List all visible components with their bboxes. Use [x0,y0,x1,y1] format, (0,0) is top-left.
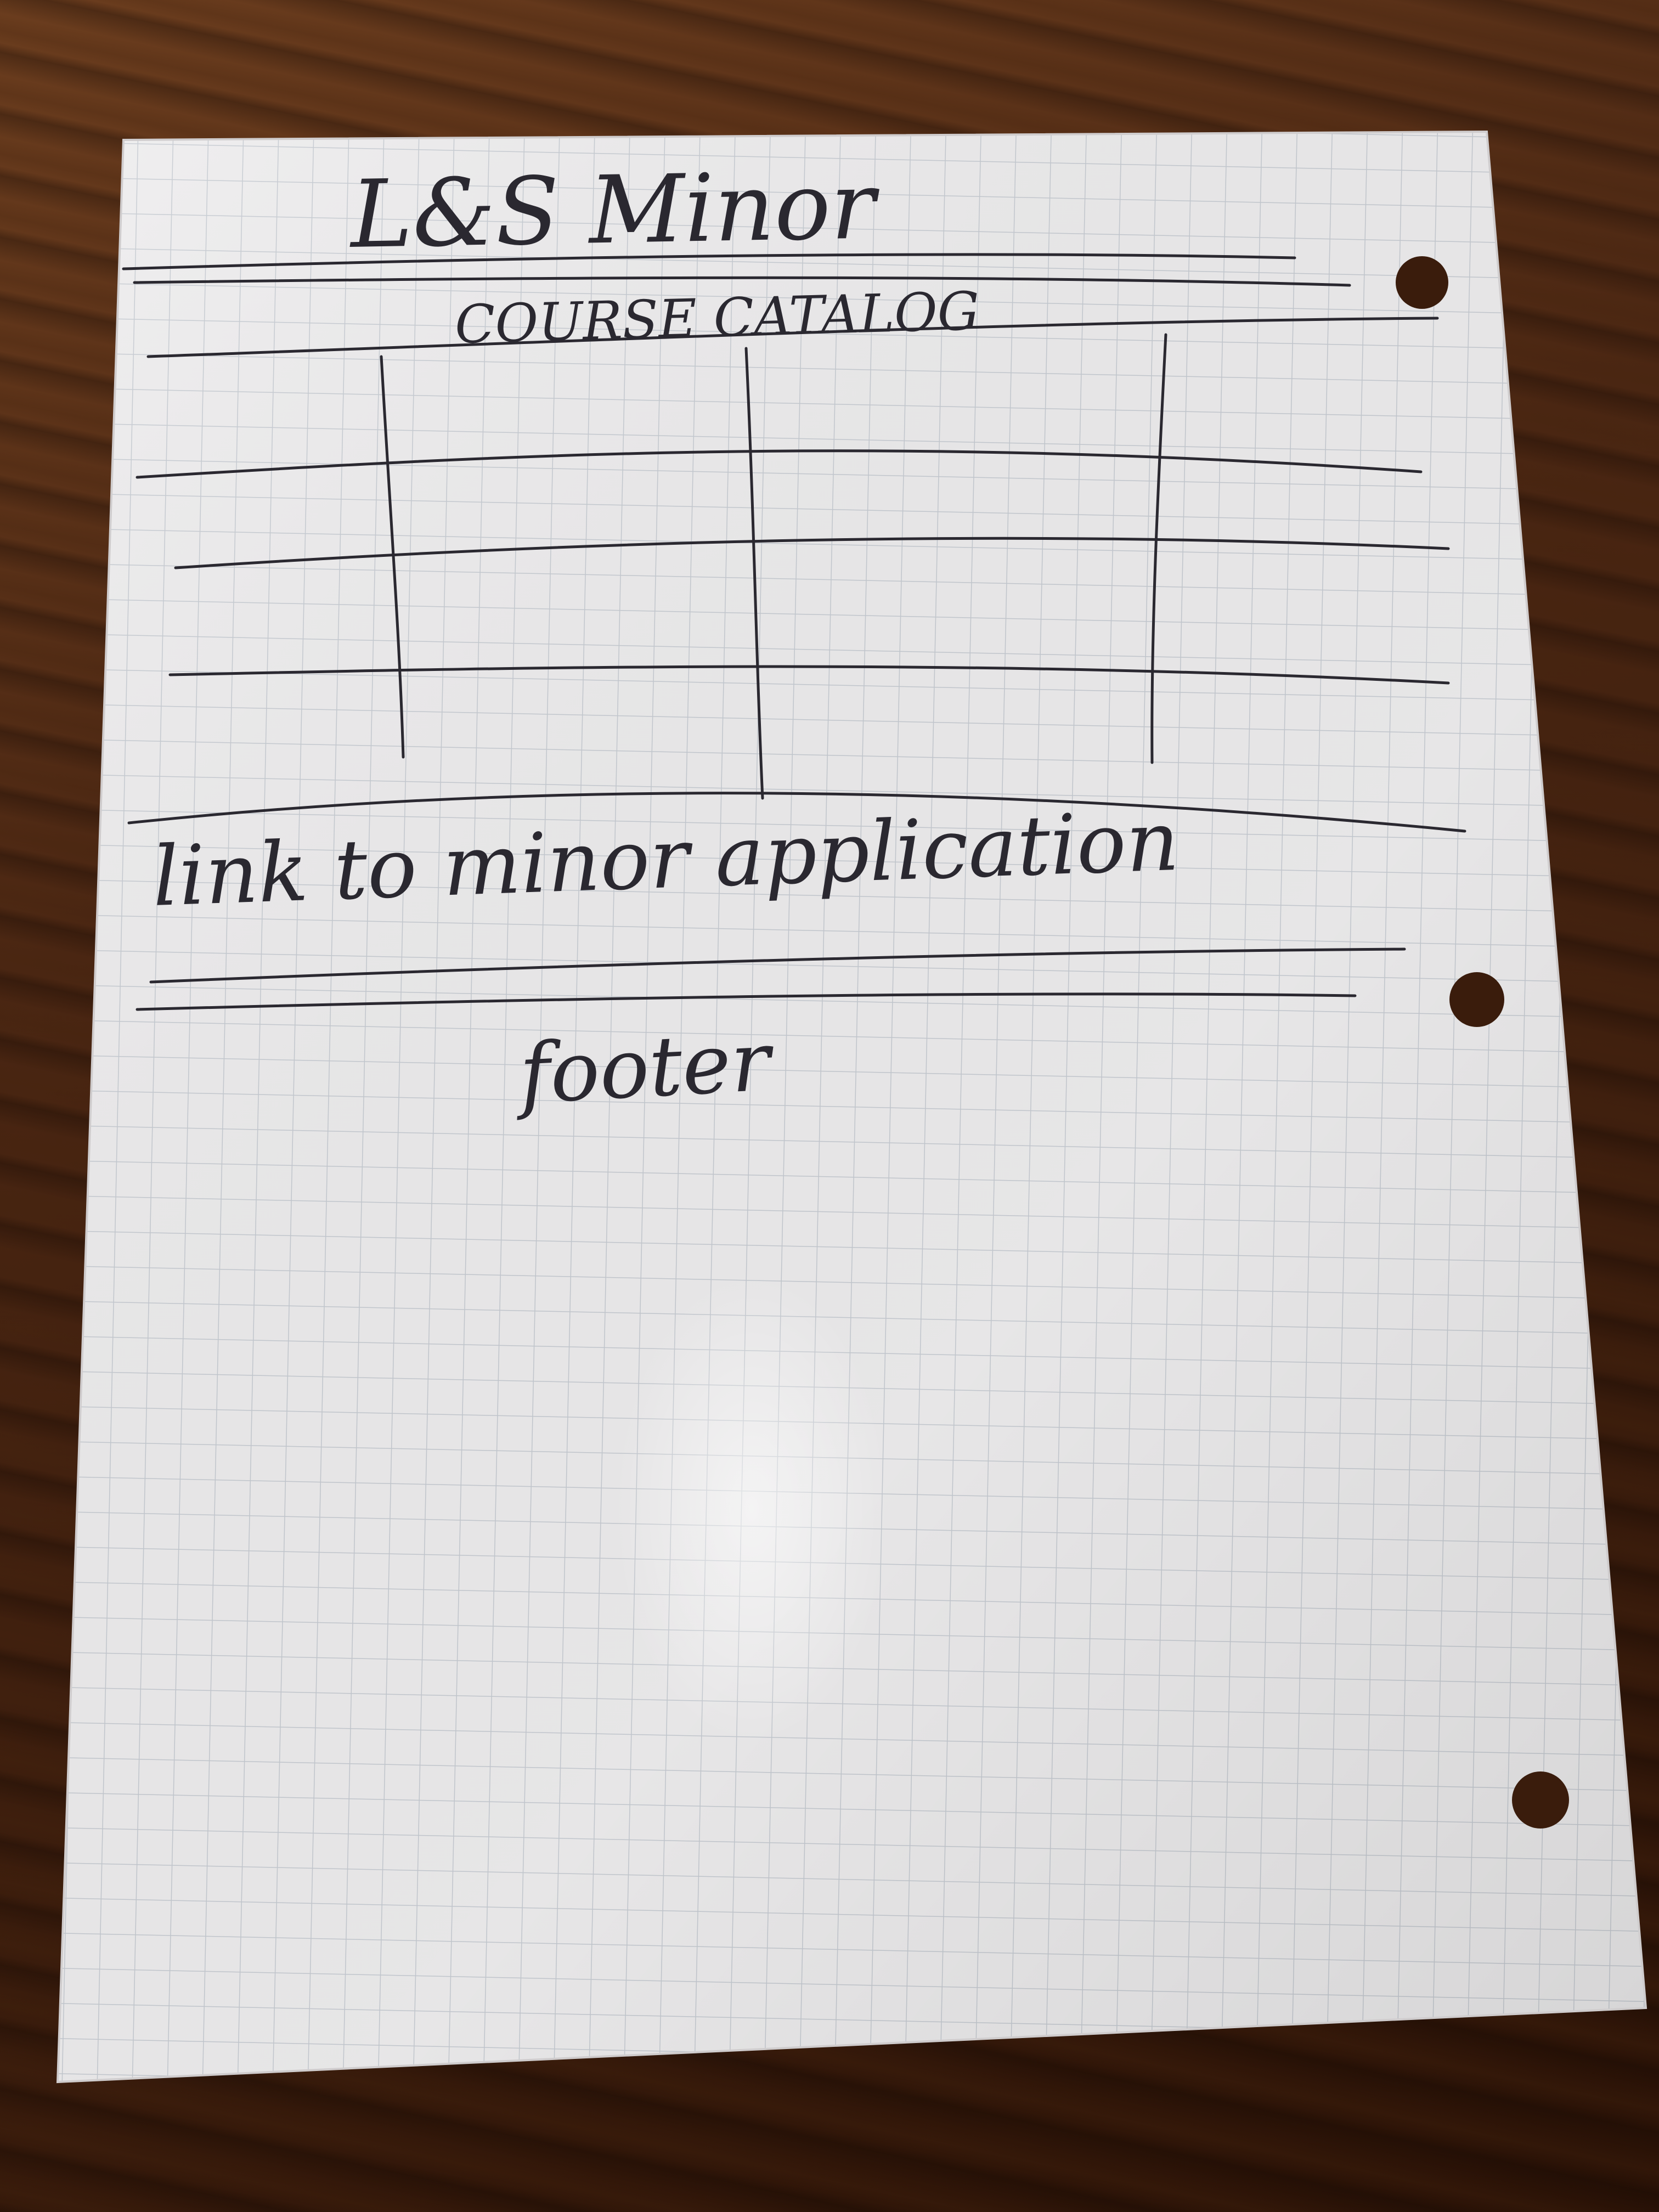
footer-label: footer [517,1014,773,1122]
sketch-title: L&S Minor [349,151,876,269]
binder-hole [1512,1771,1569,1829]
binder-hole [1396,256,1448,309]
section-heading: COURSE CATALOG [454,280,980,356]
binder-hole [1449,972,1504,1027]
crease-mark [614,1273,889,1745]
paper-sheet [58,132,1646,2082]
minor-application-link: link to minor application [151,793,1181,925]
